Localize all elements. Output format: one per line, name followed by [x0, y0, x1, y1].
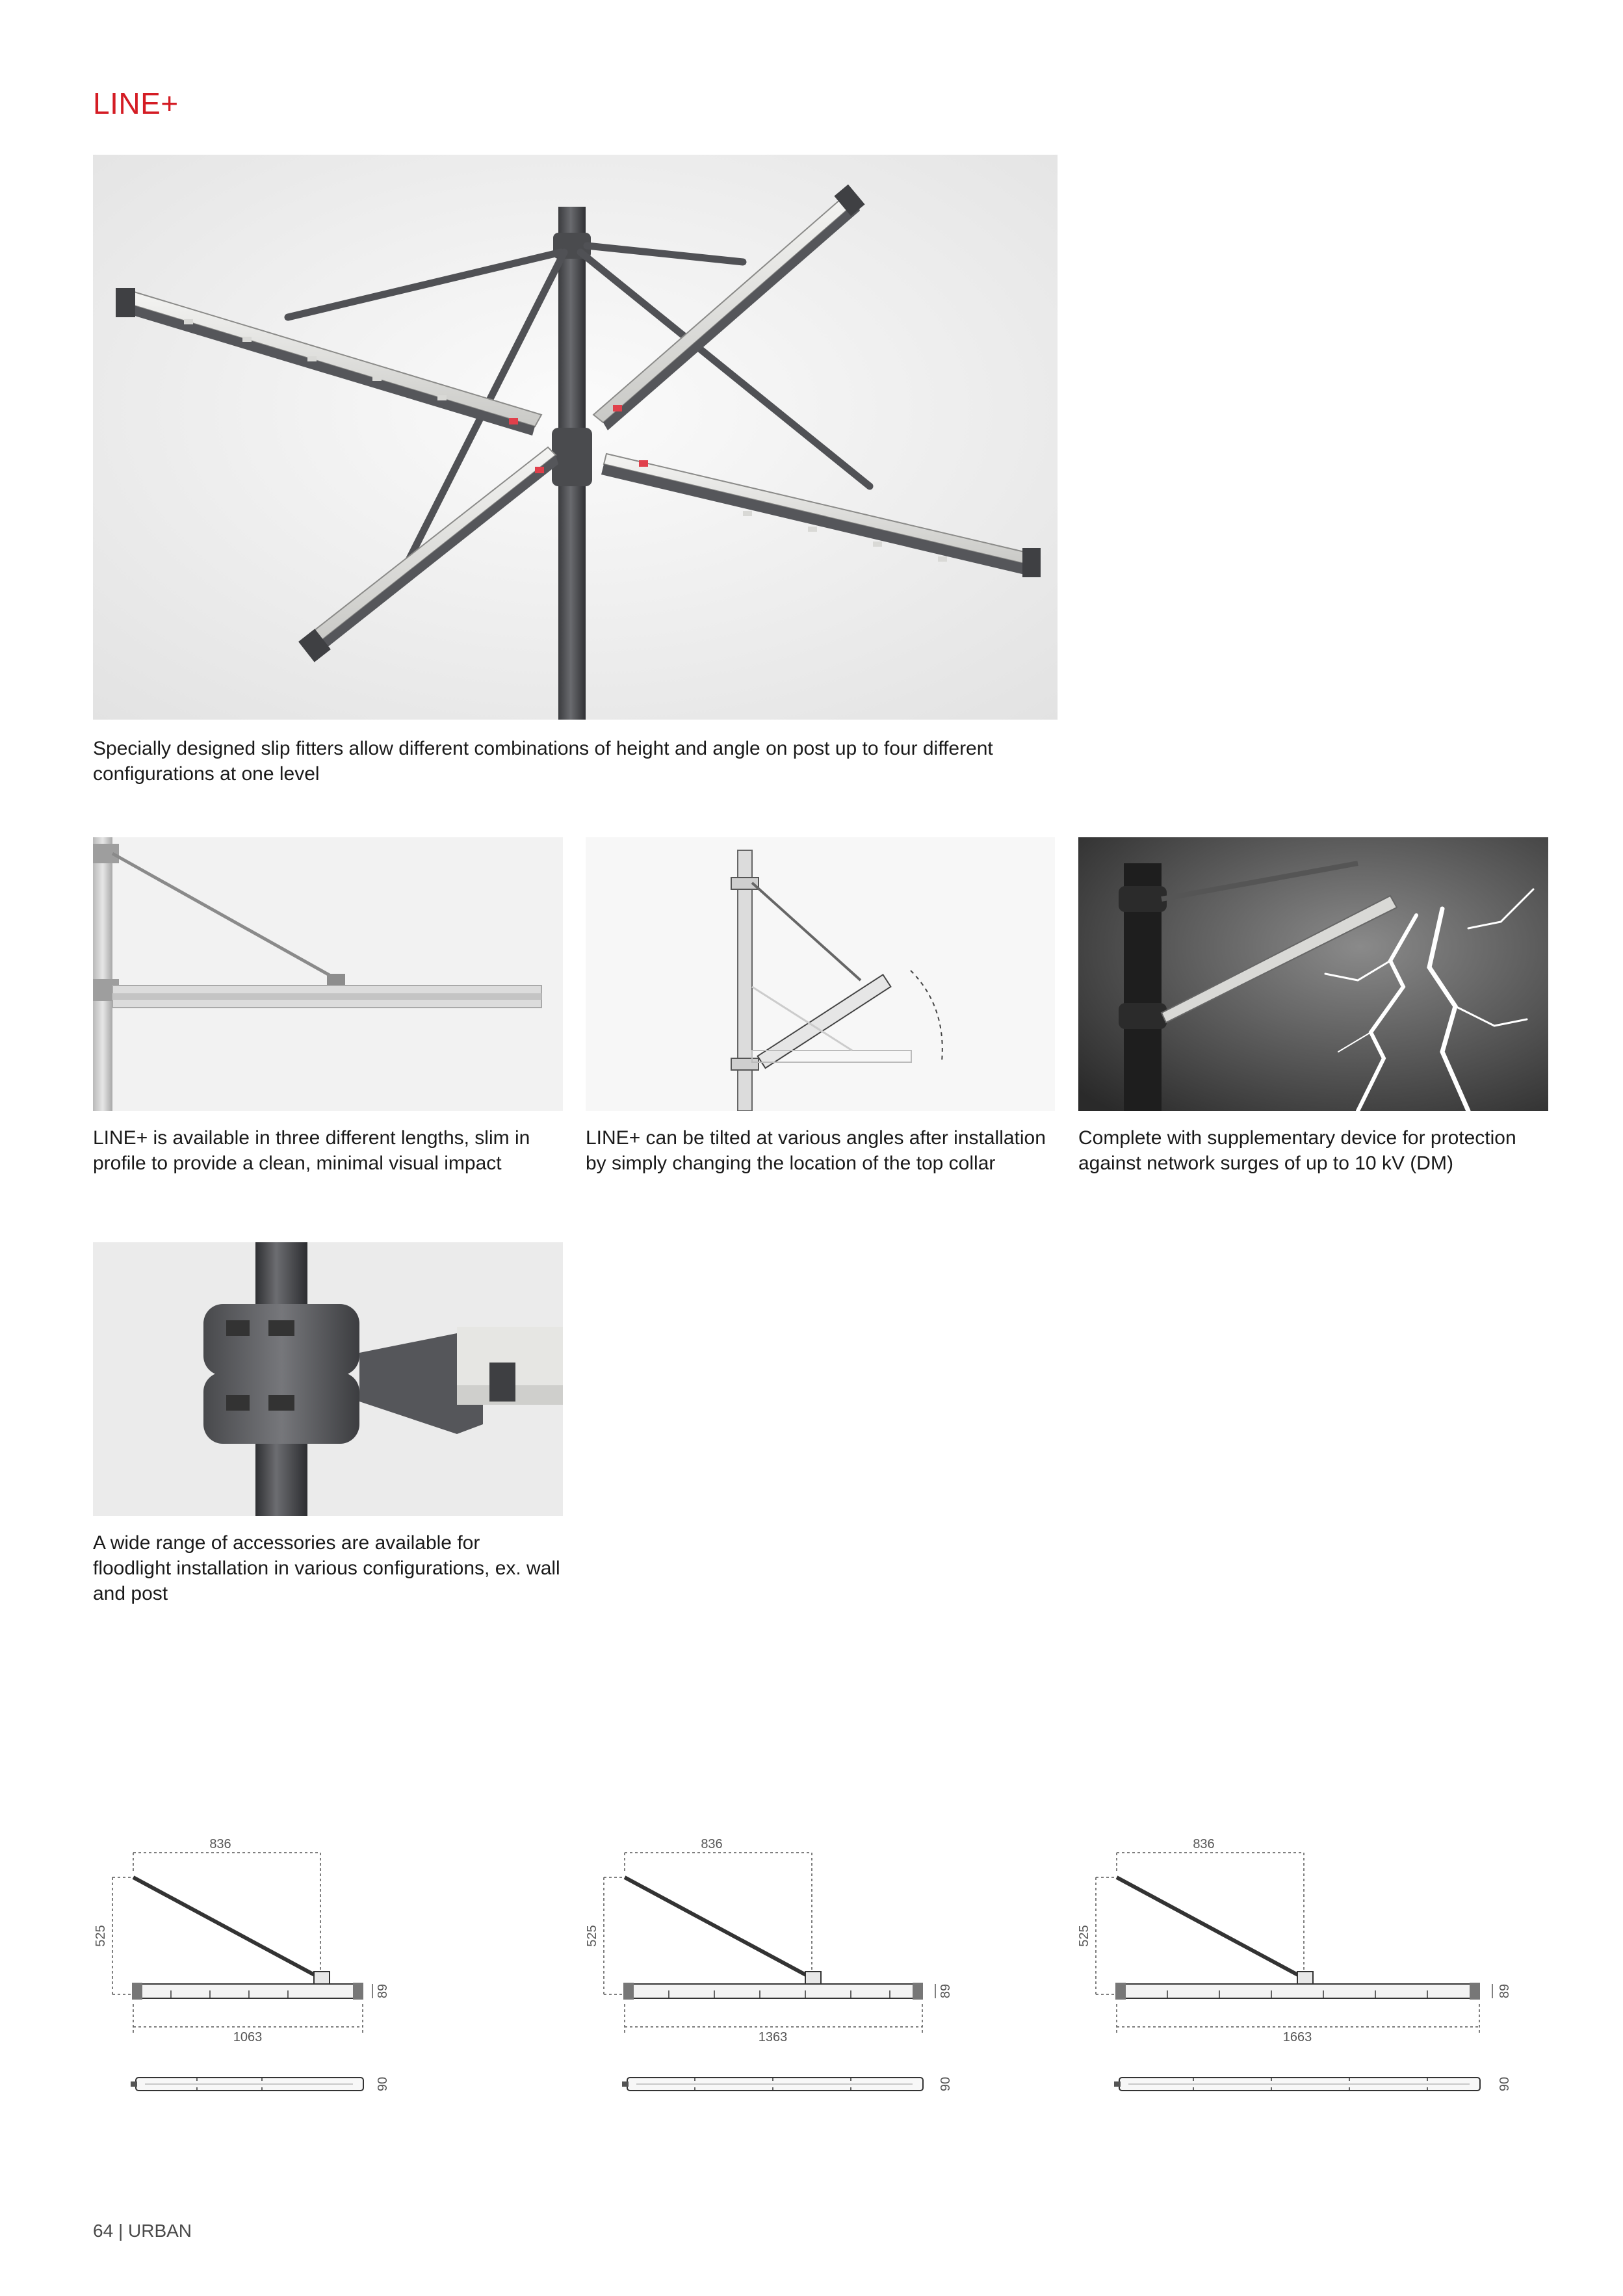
four-arm-pole-image: [93, 155, 1058, 720]
accessories-caption: A wide range of accessories are available for floodlight installation in various configurations, ex. wall and post: [93, 1532, 560, 1604]
lightning-image: [1078, 837, 1548, 1111]
dimension-drawing-1063: [93, 1832, 431, 2105]
page-title: LINE+: [93, 86, 179, 120]
page-footer: [93, 2221, 192, 2241]
depth-label: 90: [939, 2076, 953, 2092]
length-label: 1063: [233, 2030, 263, 2044]
depth-label: 90: [1498, 2076, 1512, 2092]
tilt-angle-image: [586, 837, 1055, 1111]
height-label: 525: [585, 1925, 599, 1947]
tilt-caption: LINE+ can be tilted at various angles after installation by simply changing the location of the top collar: [586, 1127, 1046, 1174]
profile-label: 89: [1498, 1983, 1512, 1999]
length-label: 1363: [758, 2030, 788, 2044]
slip-fitter-collar-image: [93, 1242, 563, 1516]
profile-label: 89: [939, 1983, 953, 1999]
dimension-drawing-1363: [584, 1832, 987, 2105]
main-caption: Specially designed slip fitters allow different combinations of height and angle on post up to four different configurations at one level: [93, 738, 993, 785]
footer-separator: |: [118, 2221, 123, 2241]
height-label: 525: [94, 1925, 108, 1947]
page-number: 64: [93, 2221, 114, 2241]
width-label: 836: [1193, 1837, 1215, 1851]
surge-caption: Complete with supplementary device for protection against network surges of up to 10 kV (DM): [1078, 1127, 1516, 1174]
section-name: URBAN: [128, 2221, 192, 2241]
dimension-drawing-1663: [1076, 1832, 1531, 2105]
profile-label: 89: [376, 1983, 390, 1999]
lengths-caption: LINE+ is available in three different lengths, slim in profile to provide a clean, minimal visual impact: [93, 1127, 530, 1174]
length-label: 1663: [1282, 2030, 1312, 2044]
width-label: 836: [701, 1837, 723, 1851]
height-label: 525: [1077, 1925, 1091, 1947]
depth-label: 90: [376, 2076, 390, 2092]
slim-profile-image: [93, 837, 563, 1111]
width-label: 836: [209, 1837, 231, 1851]
